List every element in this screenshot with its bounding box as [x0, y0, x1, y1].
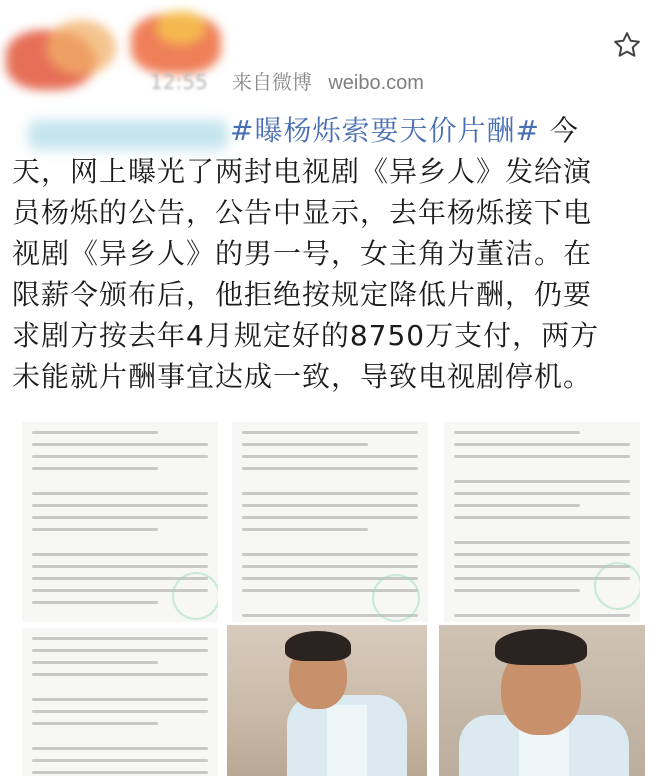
post-source-label: 来自微博	[232, 70, 312, 94]
actor-photo-2[interactable]	[439, 625, 645, 776]
actor-photo-1[interactable]	[227, 625, 427, 776]
post-text	[12, 110, 648, 397]
post-line: 天，网上曝光了两封电视剧《异乡人》发给演	[12, 155, 593, 188]
post-meta	[150, 66, 424, 95]
post-line: 今	[549, 114, 579, 147]
post-time: 12:55	[150, 70, 208, 94]
post-line: 求剧方按去年4月规定好的8750万支付，两方	[12, 319, 600, 352]
document-image-3[interactable]	[444, 422, 640, 622]
post-line: 员杨烁的公告，公告中显示，去年杨烁接下电	[12, 196, 593, 229]
star-outline-icon[interactable]	[612, 30, 642, 60]
document-image-4[interactable]	[22, 628, 218, 776]
post-line: 未能就片酬事宜达成一致，导致电视剧停机。	[12, 360, 593, 393]
topic-hashtag-link[interactable]: #曝杨烁索要天价片酬#	[230, 114, 540, 147]
post-line: 限薪令颁布后，他拒绝按规定降低片酬，仍要	[12, 278, 593, 311]
document-image-2[interactable]	[232, 422, 428, 622]
document-image-1[interactable]	[22, 422, 218, 622]
post-source-site[interactable]: weibo.com	[328, 72, 424, 94]
post-line: 视剧《异乡人》的男一号，女主角为董洁。在	[12, 237, 593, 270]
